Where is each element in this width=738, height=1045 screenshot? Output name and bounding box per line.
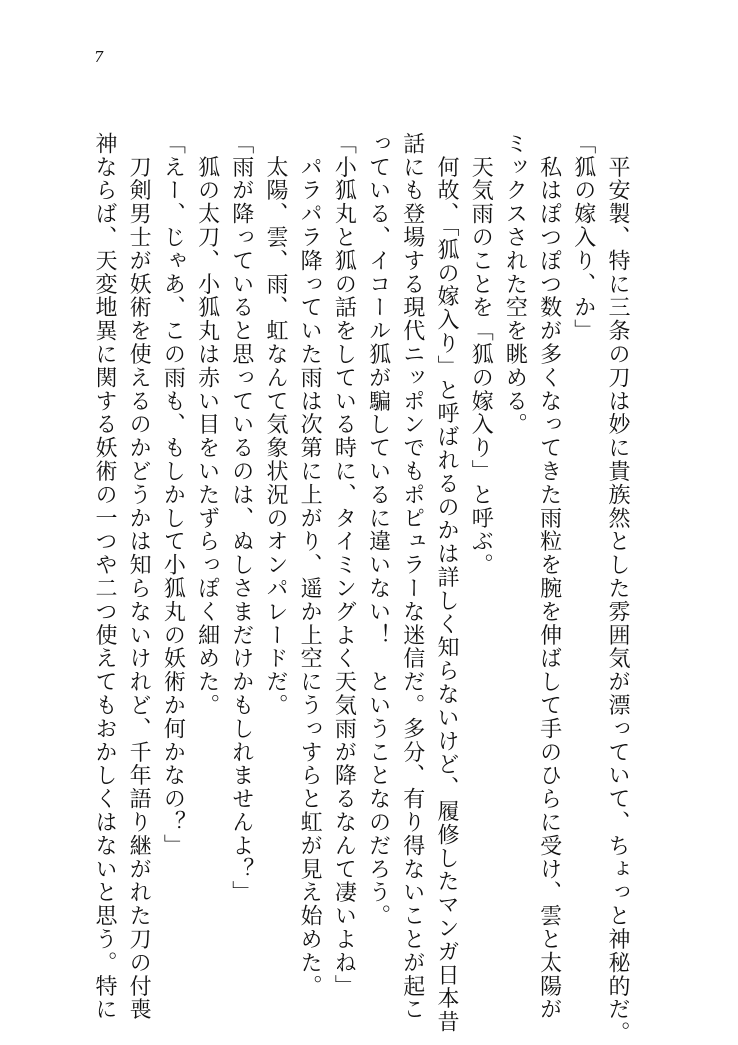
text-line: 「小狐丸と狐の話をしている時に、タイミングよく天気雨が降るなんて凄いよね」 [331,132,357,998]
text-line: 「えー、じゃあ、この雨も、もしかして小狐丸の妖術か何かなの？」 [160,132,186,858]
text-line: 「雨が降っていると思っているのは、ぬしさまだけかもしれませんよ？」 [228,132,254,905]
text-line: パラパラ降っていた雨は次第に上がり、遥か上空にうっすらと虹が見え始めた。 [297,132,323,998]
text-line: 刀剣男士が妖術を使えるのかどうかは知らないけれど、千年語り継がれた刀の付喪 [126,132,152,1022]
text-line: っている、イコール狐が騙しているに違いない！ ということなのだろう。 [365,132,391,928]
text-line: 「狐の嫁入り、か」 [570,132,596,343]
text-line: 神ならば、天変地異に関する妖術の一つや二つ使えてもおかしくはないと思う。特に [91,132,117,1022]
text-line: 何故、「狐の嫁入り」と呼ばれるのかは詳しく知らないけど、履修したマンガ日本昔 [433,132,459,1034]
text-line: 私はぽつぽつ数が多くなってきた雨粒を腕を伸ばして手のひらに受け、雲と太陽が [536,132,562,1022]
text-line: ミックスされた空を眺める。 [502,132,528,437]
page-number: 7 [94,48,104,66]
vertical-text-block [74,132,634,1045]
text-line: 狐の太刀、小狐丸は赤い目をいたずらっぽく細めた。 [194,132,220,717]
text-line: 天気雨のことを「狐の嫁入り」と呼ぶ。 [468,132,494,577]
text-line: 平安製、特に三条の刀は妙に貴族然とした雰囲気が漂っていて、ちょっと神秘的だ。 [605,132,630,1045]
text-line: 太陽、雲、雨、虹なんて気象状況のオンパレードだ。 [262,132,288,717]
text-line: 話にも登場する現代ニッポンでもポピュラーな迷信だ。多分、有り得ないことが起こ [399,132,425,1022]
